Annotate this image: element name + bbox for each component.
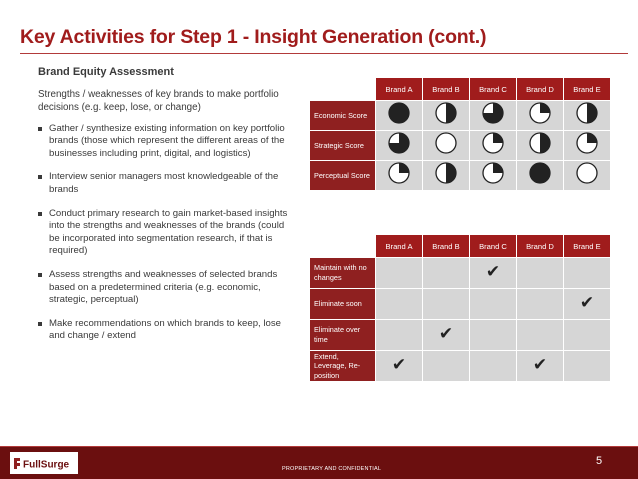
harvey-ball-icon xyxy=(576,171,598,188)
action-cell xyxy=(470,351,517,382)
check-icon: ✔ xyxy=(532,355,548,375)
score-cell xyxy=(517,131,564,161)
score-cell xyxy=(376,101,423,131)
action-cell xyxy=(517,320,564,351)
column-header: Brand D xyxy=(517,78,564,101)
row-label: Maintain with no changes xyxy=(310,258,376,289)
check-icon: ✔ xyxy=(485,262,501,282)
check-icon: ✔ xyxy=(579,293,595,313)
header-spacer xyxy=(310,78,376,101)
score-cell xyxy=(470,161,517,191)
score-cell xyxy=(517,161,564,191)
action-cell xyxy=(564,351,611,382)
brand-score-table xyxy=(310,78,611,191)
score-cell xyxy=(470,101,517,131)
harvey-ball-icon xyxy=(576,111,598,128)
harvey-ball-icon xyxy=(482,111,504,128)
check-icon: ✔ xyxy=(391,355,407,375)
harvey-ball-icon xyxy=(482,171,504,188)
action-cell xyxy=(517,258,564,289)
action-cell xyxy=(423,351,470,382)
confidential-notice: PROPRIETARY AND CONFIDENTIAL xyxy=(282,466,382,472)
action-cell xyxy=(470,258,517,289)
column-header: Brand C xyxy=(470,235,517,258)
action-cell xyxy=(376,289,423,320)
harvey-ball-icon xyxy=(482,141,504,158)
column-header: Brand A xyxy=(376,78,423,101)
action-cell xyxy=(517,351,564,382)
column-header: Brand B xyxy=(423,235,470,258)
action-cell xyxy=(376,320,423,351)
action-row xyxy=(310,320,611,351)
harvey-ball-icon xyxy=(529,141,551,158)
score-row xyxy=(310,131,611,161)
row-label: Perceptual Score xyxy=(310,161,376,191)
logo-text: FullSurge xyxy=(23,459,70,471)
brand-equity-section xyxy=(38,66,290,354)
harvey-ball-icon xyxy=(388,171,410,188)
section-heading: Brand Equity Assessment xyxy=(38,66,174,78)
column-header: Brand E xyxy=(564,78,611,101)
column-header: Brand B xyxy=(423,78,470,101)
activity-item: Interview senior managers most knowledgeable of the brands xyxy=(38,171,290,196)
footer-bar xyxy=(0,447,638,479)
score-cell xyxy=(470,131,517,161)
score-cell xyxy=(423,101,470,131)
action-cell xyxy=(423,258,470,289)
brand-action-table xyxy=(310,235,611,382)
page-title: Key Activities for Step 1 - Insight Generation (cont.) xyxy=(20,26,487,48)
action-row xyxy=(310,351,611,382)
action-cell xyxy=(564,320,611,351)
activity-item: Gather / synthesize existing information on key portfolio brands (those which represent the different areas of the businesses including print, digital, and logistics) xyxy=(38,123,290,161)
activity-item: Make recommendations on which brands to keep, lose and change / extend xyxy=(38,318,290,343)
harvey-ball-icon xyxy=(529,111,551,128)
row-label: Eliminate over time xyxy=(310,320,376,351)
page-number: 5 xyxy=(596,455,603,467)
score-row xyxy=(310,101,611,131)
harvey-ball-icon xyxy=(435,171,457,188)
action-cell xyxy=(423,320,470,351)
row-label: Economic Score xyxy=(310,101,376,131)
row-label: Strategic Score xyxy=(310,131,376,161)
score-cell xyxy=(564,101,611,131)
column-header: Brand C xyxy=(470,78,517,101)
action-cell xyxy=(470,289,517,320)
row-label: Extend, Leverage, Re-position xyxy=(310,351,376,382)
action-cell xyxy=(376,258,423,289)
activity-item: Conduct primary research to gain market-based insights into the strengths and weaknesses of the brands (could be incorporated into segmentation research, if that is required) xyxy=(38,208,290,258)
score-cell xyxy=(517,101,564,131)
action-cell xyxy=(470,320,517,351)
harvey-ball-icon xyxy=(388,141,410,158)
action-cell xyxy=(517,289,564,320)
score-cell xyxy=(423,131,470,161)
harvey-ball-icon xyxy=(576,141,598,158)
column-header: Brand E xyxy=(564,235,611,258)
action-cell xyxy=(564,258,611,289)
score-cell xyxy=(376,131,423,161)
row-label: Eliminate soon xyxy=(310,289,376,320)
activity-item: Assess strengths and weaknesses of selected brands based on a predetermined criteria (e.g. economic, strategic, perceptual) xyxy=(38,269,290,307)
column-header: Brand A xyxy=(376,235,423,258)
score-cell xyxy=(376,161,423,191)
score-cell xyxy=(564,161,611,191)
action-cell xyxy=(376,351,423,382)
score-cell xyxy=(423,161,470,191)
harvey-ball-icon xyxy=(435,141,457,158)
action-cell xyxy=(564,289,611,320)
section-intro: Strengths / weaknesses of key brands to make portfolio decisions (e.g. keep, lose, or change) xyxy=(38,88,279,113)
fullsurge-logo xyxy=(10,452,78,474)
harvey-ball-icon xyxy=(529,171,551,188)
action-row xyxy=(310,289,611,320)
check-icon: ✔ xyxy=(438,324,454,344)
action-cell xyxy=(423,289,470,320)
header-spacer xyxy=(310,235,376,258)
action-row xyxy=(310,258,611,289)
activity-list xyxy=(38,123,290,343)
harvey-ball-icon xyxy=(435,111,457,128)
score-cell xyxy=(564,131,611,161)
column-header: Brand D xyxy=(517,235,564,258)
score-row xyxy=(310,161,611,191)
title-divider xyxy=(20,53,628,54)
harvey-ball-icon xyxy=(388,111,410,128)
